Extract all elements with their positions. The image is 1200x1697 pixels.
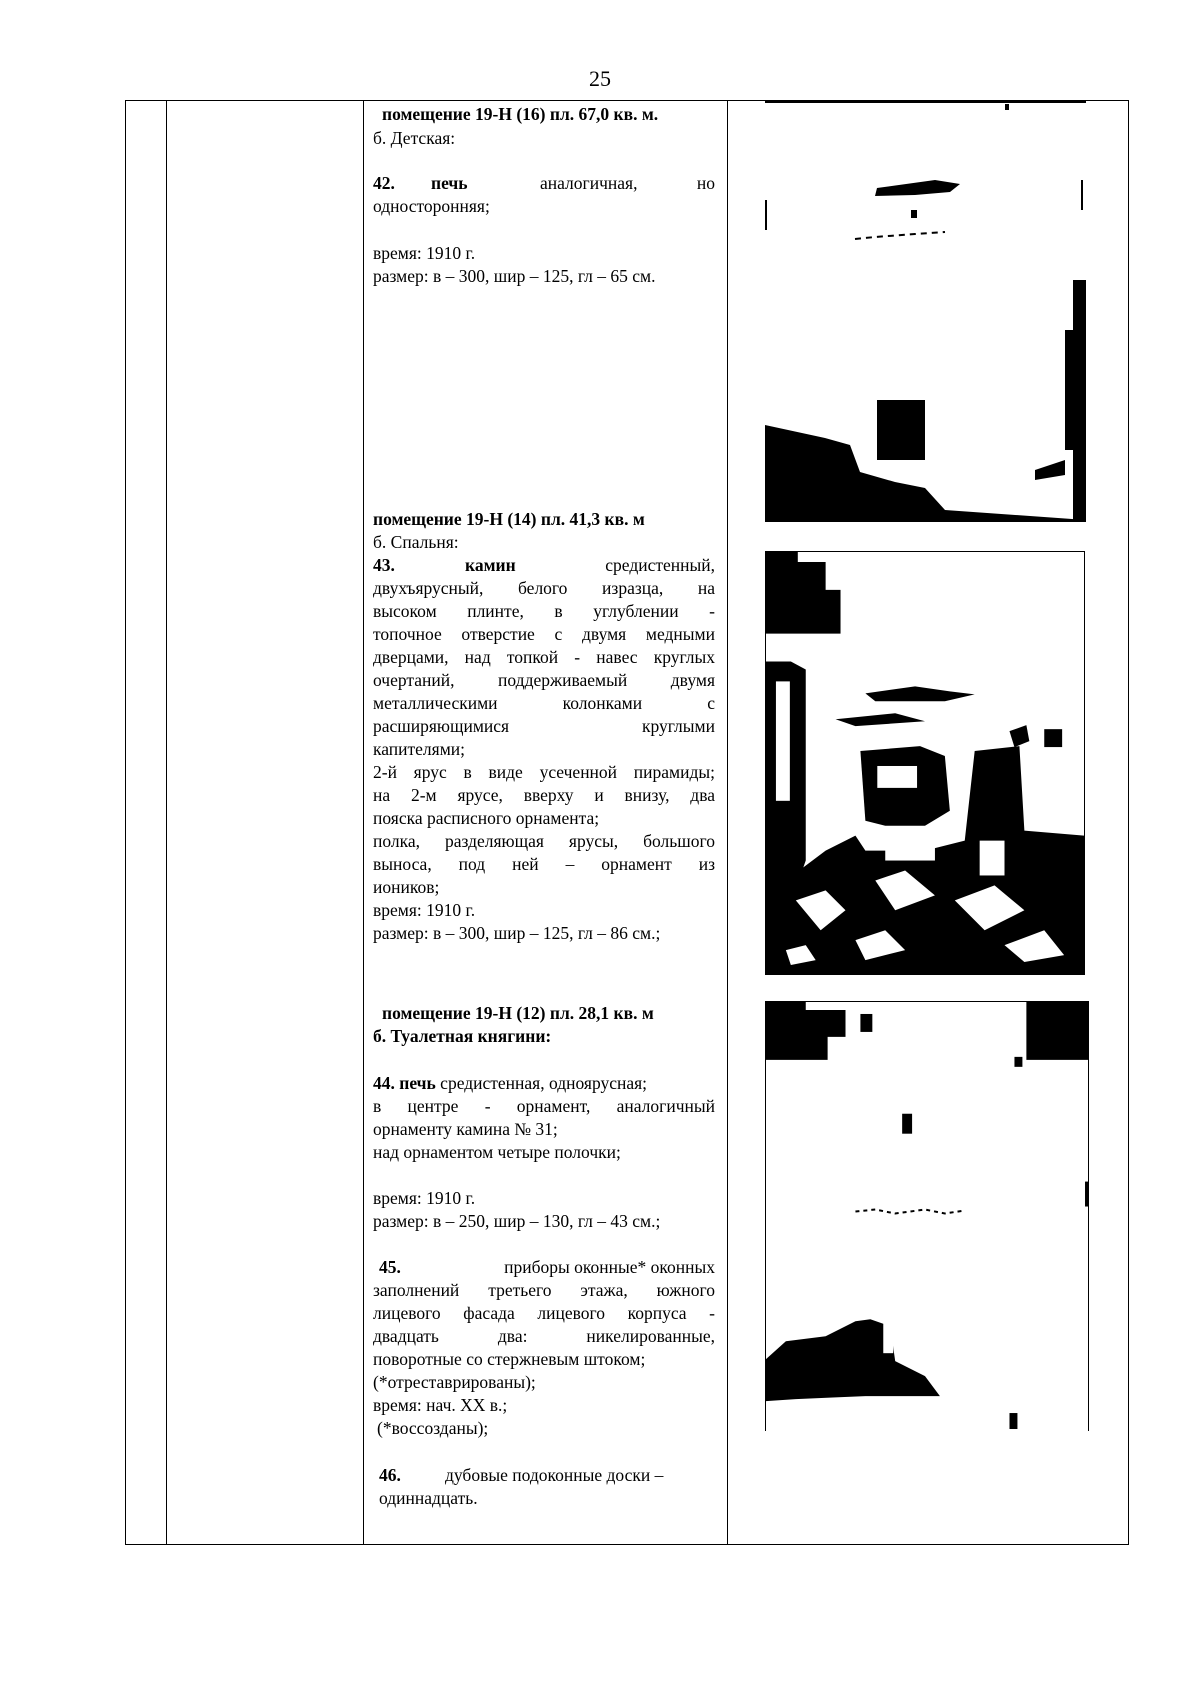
room-heading-12: помещение 19-Н (12) пл. 28,1 кв. м: [382, 1003, 654, 1023]
item-44-line-2: в центре - орнамент, аналогичный: [373, 1096, 715, 1116]
item-46-line-2: одиннадцать.: [379, 1488, 478, 1508]
item-43-size: размер: в – 300, шир – 125, гл – 86 см.;: [373, 923, 661, 943]
item-43-shelf-last: иоников;: [373, 877, 440, 897]
item-46-line1-text: дубовые подоконные доски –: [445, 1465, 664, 1485]
item-45-recreated: (*воссозданы);: [377, 1418, 489, 1438]
item-44-number-name: 44. печь: [373, 1073, 436, 1093]
fireplace-photo-spalnya: [765, 551, 1085, 975]
item-42-line-2: односторонняя;: [373, 196, 490, 216]
item-45-line1-rest: приборы оконные* оконных: [504, 1257, 715, 1277]
item-43-tier-line: 2-й ярус в виде усеченной пирамиды;: [373, 762, 715, 782]
page-number: 25: [589, 66, 611, 91]
item-44-size: размер: в – 250, шир – 130, гл – 43 см.;: [373, 1211, 661, 1231]
item-45-line-1: [379, 1256, 715, 1279]
item-42-time: время: 1910 г.: [373, 243, 476, 263]
stove-photo-tualetnaya: [765, 1001, 1089, 1431]
item-42-size: размер: в – 300, шир – 125, гл – 65 см.: [373, 266, 656, 286]
item-43-number: 43.: [373, 555, 395, 575]
item-43-line: топочное отверстие с двумя медными: [373, 624, 715, 644]
room-former-name-12: б. Туалетная княгини:: [373, 1026, 552, 1046]
room-former-name-14: б. Спальня:: [373, 532, 459, 552]
item-45-number: 45.: [379, 1257, 401, 1277]
column-divider-2: [363, 101, 364, 1544]
item-43-tier-line: на 2-м ярусе, вверху и внизу, два: [373, 785, 715, 805]
item-43-time: время: 1910 г.: [373, 900, 476, 920]
item-45-line: двадцать два: никелированные,: [373, 1326, 715, 1346]
item-45-line: лицевого фасада лицевого корпуса -: [373, 1303, 715, 1323]
item-43-shelf-line: выноса, под ней – орнамент из: [373, 854, 715, 874]
item-45-line: заполнений третьего этажа, южного: [373, 1280, 715, 1300]
item-42-desc-2: но: [696, 173, 715, 193]
item-43-desc-1: средистенный,: [605, 555, 715, 575]
column-divider-1: [166, 101, 167, 1544]
item-43-line-last: капителями;: [373, 739, 466, 759]
item-43-line: высоком плинте, в углублении -: [373, 601, 715, 621]
item-43-line: очертаний, поддерживаемый двумя: [373, 670, 715, 690]
item-43-shelf-line: полка, разделяющая ярусы, большого: [373, 831, 715, 851]
item-46-line-1: [379, 1464, 699, 1487]
item-43-line: двухъярусный, белого изразца, на: [373, 578, 715, 598]
item-44-time: время: 1910 г.: [373, 1188, 476, 1208]
item-43-tier-last: пояска расписного орнамента;: [373, 808, 600, 828]
item-44-line-1: [373, 1072, 647, 1095]
item-43-name: камин: [465, 555, 516, 575]
item-44-line-4: над орнаментом четыре полочки;: [373, 1142, 621, 1162]
room-heading-16: помещение 19-Н (16) пл. 67,0 кв. м.: [382, 104, 659, 124]
item-45-line-5: поворотные со стержневым штоком;: [373, 1349, 646, 1369]
item-43-line: расширяющимися круглыми: [373, 716, 715, 736]
item-42-line-1: [373, 172, 715, 195]
item-45-time: время: нач. XX в.;: [373, 1395, 508, 1415]
column-divider-3: [727, 101, 728, 1544]
item-42-desc-1: аналогичная,: [540, 173, 638, 193]
item-45-restored: (*отреставрированы);: [373, 1372, 536, 1392]
stove-photo-detskaya: [765, 100, 1086, 522]
item-43-line: металлическими колонками с: [373, 693, 715, 713]
item-42-name: печь: [431, 173, 468, 193]
item-46-number: 46.: [379, 1465, 401, 1485]
item-44-line-3: орнаменту камина № 31;: [373, 1119, 558, 1139]
room-former-name-16: б. Детская:: [373, 128, 456, 148]
item-43-line: дверцами, над топкой - навес круглых: [373, 647, 715, 667]
item-44-desc: средистенная, одноярусная;: [440, 1073, 648, 1093]
item-42-number: 42.: [373, 173, 395, 193]
item-43-line-1: [373, 554, 715, 577]
room-heading-14: помещение 19-Н (14) пл. 41,3 кв. м: [373, 509, 645, 529]
